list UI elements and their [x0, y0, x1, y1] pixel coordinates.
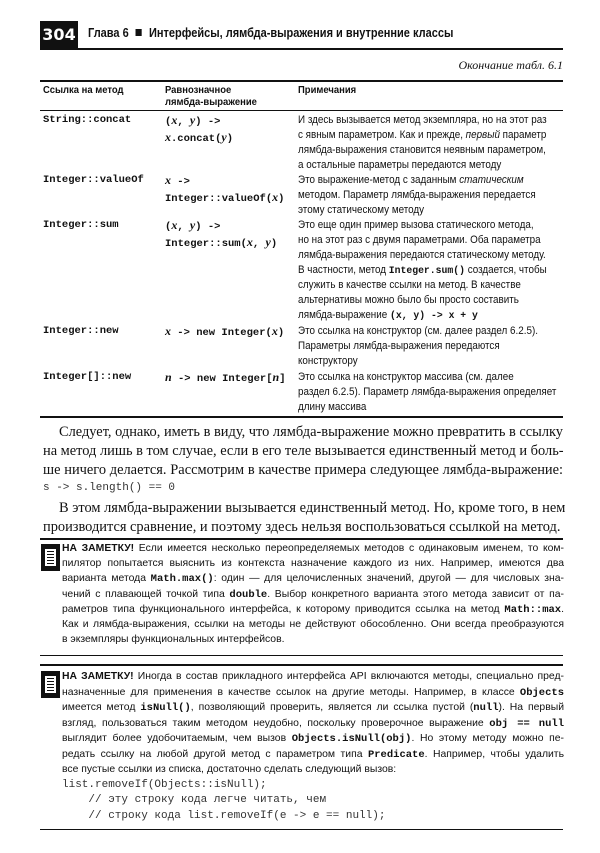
inline-code: ) ->: [195, 116, 221, 128]
text-run: Это ссылка на конструктор массива (см. далее: [298, 371, 514, 383]
method-reference: Integer::valueOf: [43, 174, 144, 186]
code-snippet: s -> s.length() == 0: [43, 482, 176, 494]
text-run: : один — для целочисленных значений, другой — для числовых зна-: [213, 573, 564, 585]
text-run: Это еще один пример вызова статического метода,: [298, 219, 534, 231]
note-line: [298, 354, 538, 369]
note-text-line: [62, 602, 564, 617]
text-run: пилятор попытается выяснить из контекста назначение каждого из них. Например, имеются два: [62, 558, 564, 570]
note-line: [298, 385, 556, 400]
text-line: ше ничего делается. Рассмотрим в качестве примера следующее лямбда-выражение:: [43, 462, 563, 478]
text-run: x: [246, 235, 253, 249]
row-notes: [298, 113, 547, 173]
note-label: НА ЗАМЕТКУ!: [62, 543, 135, 554]
note-text-line: [62, 669, 564, 685]
row-notes: [298, 173, 536, 218]
method-reference: Integer::sum: [43, 219, 119, 231]
text-run: с явным параметром. Как и прежде,: [298, 129, 466, 141]
note-line: [298, 233, 547, 248]
inline-code: ): [226, 133, 234, 145]
note-line: [298, 203, 536, 218]
text-run: x: [165, 324, 171, 338]
table-bottom-rule: [40, 416, 563, 418]
text-run: y: [189, 218, 196, 232]
note-text-line: [62, 685, 564, 701]
note-line: [298, 263, 547, 278]
note-line: [298, 324, 538, 339]
text-run: но на этот раз с двумя параметрами. Оба параметра: [298, 234, 541, 246]
inline-code: -> new Integer[: [171, 373, 273, 385]
text-run: Как и лямбда-выражения, ссылки на методы не действуют обособленно. Они всегда преобразуются: [62, 619, 564, 631]
text-run: служить в качестве ссылки на метод. В качестве: [298, 279, 521, 291]
inline-code: Math::max: [504, 603, 562, 616]
text-run: этому статическому методу: [298, 204, 425, 216]
text-run: , позволяющий проверить, является ли ссылка пустой (: [190, 702, 474, 713]
lambda-equivalent: [165, 218, 277, 252]
inline-code: (x, y) -> x + y: [389, 310, 478, 322]
text-run: а остальные параметры передаются методу: [298, 159, 502, 171]
text-run: лямбда-выражения передаются статическому методу.: [298, 249, 546, 261]
text-line: В этом лямбда-выражении вызывается единственный метод. Но, кроме того, в нем: [59, 500, 566, 516]
text-run: лямбда-выражение: [298, 309, 390, 321]
note-icon: [41, 544, 60, 571]
note-text-line: [62, 571, 564, 586]
note-text-line: [62, 716, 564, 732]
text-run: x: [165, 130, 171, 144]
running-header: [88, 26, 453, 40]
note-code-line: // эту строку кода легче читать, чем: [62, 794, 327, 806]
text-run: параметр: [499, 129, 547, 141]
col-header-lambda-line2: лямбда-выражение: [165, 96, 257, 108]
text-run: выглядит более удобочитаемым, чем вызов: [62, 733, 292, 744]
lambda-equivalent: [165, 370, 286, 387]
text-run: x: [272, 190, 279, 204]
inline-code: ,: [177, 221, 190, 233]
method-reference: Integer::new: [43, 325, 119, 337]
note-box-2: [62, 669, 564, 824]
lambda-line: [165, 113, 233, 130]
text-run: Параметры лямбда-выражения передаются: [298, 340, 500, 352]
text-run: y: [265, 235, 271, 249]
text-line: на метод лишь в том случае, если в его теле вызывается единственный метод и боль-: [43, 443, 564, 459]
note-code-line: list.removeIf(Objects::isNull);: [62, 778, 267, 791]
note-line: [298, 158, 547, 173]
text-run: статическим: [459, 174, 524, 186]
text-run: x: [271, 324, 278, 338]
text-run: назначенные для применения в качестве ссылок на другие методы. Например, в классе: [62, 686, 520, 698]
note-line: [298, 400, 556, 415]
lambda-line: [165, 235, 277, 252]
text-run: редать ссылку на любой другой метод с параметром типа: [62, 748, 368, 760]
note-text-line: [62, 731, 564, 747]
note-icon: [41, 671, 60, 698]
note1-top-rule: [40, 538, 563, 540]
text-run: . Выбор конкретного варианта этого метода зависит от па-: [267, 588, 564, 600]
text-run: конструктору: [298, 355, 358, 367]
inline-code: isNull(): [140, 702, 191, 714]
inline-code: ,: [252, 238, 266, 250]
text-run: лямбда-выражения становится неявным параметром,: [298, 144, 546, 156]
inline-code: Objects.isNull(obj): [291, 733, 412, 745]
inline-code: ]: [279, 373, 286, 385]
text-run: Это выражение-метод с заданным: [298, 174, 460, 186]
note-line: [298, 188, 536, 203]
method-reference: String::concat: [43, 114, 132, 126]
note-line: [298, 293, 547, 308]
inline-code: ): [277, 327, 285, 339]
note-line: [298, 278, 547, 293]
inline-code: (: [165, 116, 172, 128]
inline-code: (: [165, 221, 172, 233]
note-text-line: [62, 747, 564, 763]
lambda-line: [165, 173, 284, 190]
page-number: 304: [40, 21, 78, 48]
table-header-rule: [40, 110, 563, 111]
note-line: [298, 308, 547, 323]
inline-code: ): [278, 193, 285, 205]
text-run: взгляд, пользоваться таким методом неудобно, поскольку проверочное выражение: [62, 717, 490, 729]
text-run: . Например, чтобы удалить: [424, 748, 564, 760]
text-run: в экземпляры функциональных интерфейсов.: [62, 634, 285, 646]
note1-bottom-rule: [40, 655, 563, 656]
paragraph-2: [43, 499, 566, 537]
text-run: создается, чтобы: [464, 264, 547, 276]
inline-code: Integer::sum(: [165, 238, 247, 250]
text-run: .: [561, 603, 564, 615]
text-run: варианта метода: [62, 573, 151, 585]
text-run: . Но этому методу можно пе-: [411, 733, 564, 744]
inline-code: null: [473, 702, 499, 714]
text-run: имеется метод: [62, 702, 141, 713]
text-run: Это ссылка на конструктор (см. далее раздел 6.2.5).: [298, 325, 538, 337]
col-header-lambda-line1: Равнозначное: [165, 84, 232, 96]
inline-code: ): [270, 238, 278, 250]
lambda-line: [165, 370, 286, 387]
text-run: Если имеется несколько переопределяемых методов с одинаковым именем, то ком-: [134, 543, 564, 554]
note-text-line: [62, 617, 564, 632]
text-run: y: [221, 130, 227, 144]
text-run: все пустые ссылки из списка, достаточно сделать следующий вызов:: [62, 764, 397, 775]
text-run: ). На первый: [498, 702, 564, 713]
inline-code: ->: [171, 176, 190, 188]
square-bullet-icon: [136, 29, 142, 36]
text-run: x: [171, 113, 178, 127]
note-line: [298, 113, 547, 128]
text-run: раздел 6.2.5). Параметр лямбда-выражения определяет: [298, 386, 557, 398]
text-run: n: [165, 370, 172, 384]
text-line: производится сравнение, и поэтому здесь нельзя воспользоваться ссылкой на метод.: [43, 519, 561, 535]
text-line: Следует, однако, иметь в виду, что лямбда-выражение можно превратить в ссылку: [59, 424, 563, 440]
col-header-notes: Примечания: [298, 84, 357, 96]
text-run: n: [272, 370, 280, 384]
note-line: [298, 143, 547, 158]
note-text-line: [62, 762, 564, 778]
lambda-equivalent: [165, 113, 233, 147]
header-rule: [40, 48, 563, 50]
text-run: альтернативы можно было бы просто составить: [298, 294, 519, 306]
row-notes: [298, 370, 556, 415]
lambda-line: [165, 190, 284, 207]
note2-top-rule: [40, 664, 563, 666]
chapter-title: Интерфейсы, лямбда-выражения и внутренние классы: [148, 26, 454, 40]
inline-code: Integer::valueOf(: [165, 193, 273, 205]
note-code-line: // строку кода list.removeIf(e -> e == null);: [62, 809, 386, 822]
inline-code: Integer.sum(): [388, 265, 465, 277]
note2-bottom-rule: [40, 829, 563, 830]
note-text-line: [62, 700, 564, 716]
inline-code: -> new Integer(: [171, 327, 272, 339]
text-run: И здесь вызывается метод экземпляра, но на этот раз: [298, 114, 547, 126]
table-continuation-label: Окончание табл. 6.1: [458, 58, 563, 72]
note-text-line: [62, 587, 564, 602]
text-run: x: [165, 173, 171, 187]
note-line: [298, 248, 547, 263]
text-run: первый: [465, 129, 500, 141]
note-line: [298, 339, 538, 354]
inline-code: ) ->: [195, 221, 221, 233]
note-line: [298, 128, 547, 143]
row-notes: [298, 324, 538, 369]
note-text-line: [62, 541, 564, 556]
inline-code: ,: [177, 116, 190, 128]
text-run: В частности, метод: [298, 264, 389, 276]
note-line: [298, 370, 556, 385]
method-reference: Integer[]::new: [43, 371, 132, 383]
text-run: x: [171, 218, 178, 232]
lambda-line: [165, 324, 284, 341]
inline-code: .concat(: [171, 133, 222, 145]
text-run: чений с плавающей точкой типа: [62, 588, 230, 600]
row-notes: [298, 218, 547, 323]
note-text-line: [62, 632, 564, 647]
inline-code: Objects: [519, 686, 564, 699]
inline-code: Predicate: [367, 748, 425, 761]
text-run: методом. Параметр лямбда-выражения передается: [298, 189, 536, 201]
col-header-lambda: [165, 84, 257, 108]
inline-code: Math.max(): [150, 573, 214, 586]
text-run: раметров типа функционального интерфейса, к которому приводится ссылка на метод: [62, 603, 505, 615]
col-header-reference: Ссылка на метод: [43, 84, 124, 96]
lambda-equivalent: [165, 173, 284, 207]
lambda-line: [165, 130, 233, 147]
text-run: Иногда в состав прикладного интерфейса API включаются методы, специально пред-: [133, 671, 564, 682]
note-line: [298, 218, 547, 233]
text-run: y: [189, 113, 196, 127]
note-label: НА ЗАМЕТКУ!: [62, 671, 134, 682]
inline-code: obj == null: [489, 717, 564, 730]
note-box-1: [62, 541, 564, 647]
text-run: длину массива: [298, 401, 367, 413]
table-top-rule: [40, 80, 563, 82]
lambda-equivalent: [165, 324, 284, 341]
inline-code: double: [229, 588, 268, 601]
chapter-label: Глава 6: [88, 26, 129, 40]
note-text-line: [62, 556, 564, 571]
lambda-line: [165, 218, 277, 235]
note-line: [298, 173, 536, 188]
paragraph-1: [43, 423, 563, 480]
